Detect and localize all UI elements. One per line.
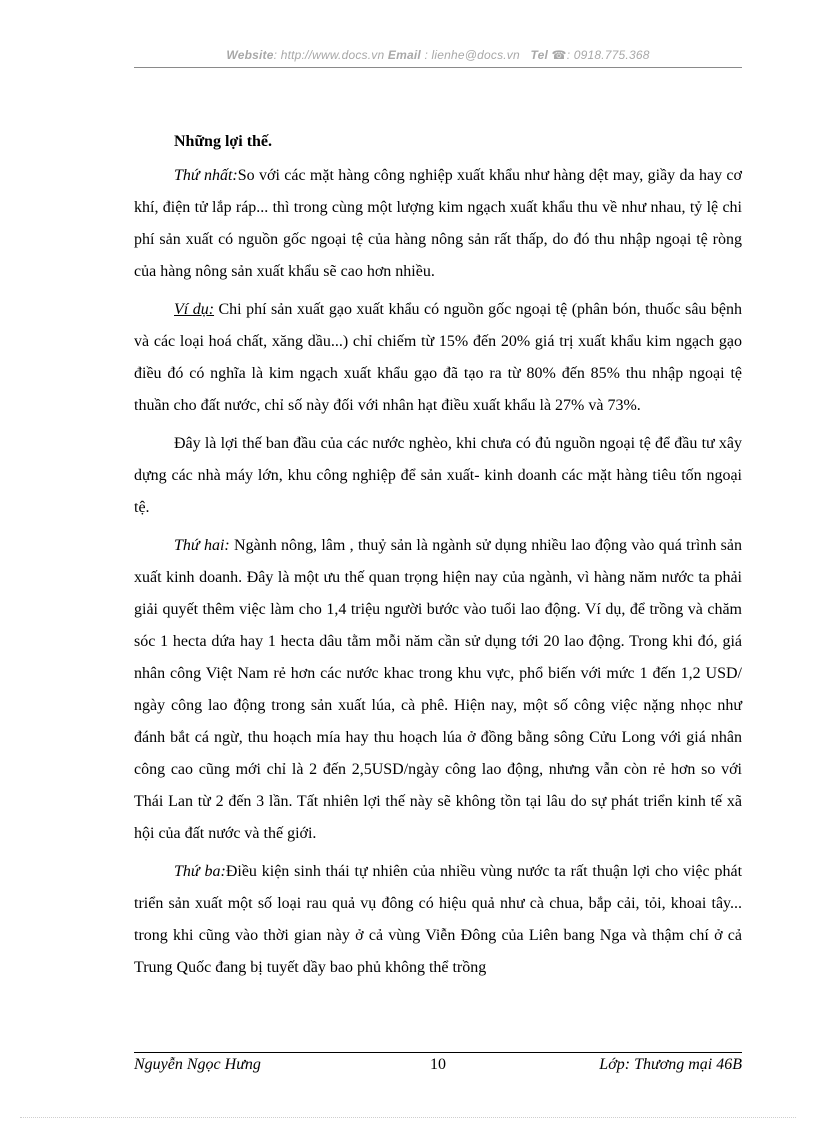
paragraph-text: Chi phí sản xuất gạo xuất khẩu có nguồn gốc ngoại tệ (phân bón, thuốc sâu bệnh và các loại hoá chất, xăng dầu...) chỉ chiếm từ 15% đến 20% giá trị xuất khẩu kim ngạch gạo điều đó có nghĩa là kim ngạch xuất khẩu gạo đã tạo ra từ 80% đến 85% thu nhập ngoại tệ thuần cho đất nước, chỉ số này đối với nhân hạt điều xuất khẩu là 27% và 73%. [134,301,743,414]
paragraph [134,856,742,984]
footer-class: Lớp: Thương mại 46B [599,1056,742,1073]
section-heading: Những lợi thế. [174,133,273,150]
website-url: : http://www.docs.vn [273,48,385,62]
page-number: 10 [430,1056,446,1073]
tel-number: : 0918.775.368 [566,48,650,62]
paragraph-lead: Ví dụ: [174,301,215,318]
paragraph-lead: Thứ ba: [174,863,226,880]
website-label: Website [226,48,274,62]
paragraph [134,160,742,288]
email-address: : lienhe@docs.vn [420,48,520,62]
paragraph-lead: Thứ nhất: [174,167,238,184]
footer-divider [134,1052,742,1053]
document-body [134,126,742,990]
paragraph-text: Đây là lợi thế ban đầu của các nước nghèo, khi chưa có đủ nguồn ngoại tệ để đầu tư xây dựng các nhà máy lớn, khu công nghiệp để sản xuất- kinh doanh các mặt hàng tiêu tốn ngoại tệ. [134,435,742,516]
tel-label: Tel [530,48,548,62]
page-footer [134,1056,742,1076]
paragraph-text: Điều kiện sinh thái tự nhiên của nhiều vùng nước ta rất thuận lợi cho việc phát triển sản xuất một số loại rau quả vụ đông có hiệu quả như cà chua, bắp cải, tỏi, khoai tây... trong khi cũng vào thời gian này ở cả vùng Viễn Đông của Liên bang Nga và thậm chí ở cả Trung Quốc đang bị tuyết dầy bao phủ không thể trồng [134,863,743,976]
paragraph [134,530,742,850]
paragraph [134,428,742,524]
paragraph-text: Ngành nông, lâm , thuỷ sản là ngành sử dụng nhiều lao động vào quá trình sản xuất kinh doanh. Đây là một ưu thế quan trọng hiện nay của ngành, vì hàng năm nước ta phải giải quyết thêm việc làm cho 1,4 triệu người bước vào tuổi lao động. Ví dụ, để trồng và chăm sóc 1 hecta dứa hay 1 hecta dâu tằm mỗi năm cần sử dụng tới 20 lao động. Trong khi đó, giá nhân công Việt Nam rẻ hơn các nước khac trong khu vực, phổ biến với mức 1 đến 1,2 USD/ ngày công lao động trong sản xuất lúa, cà phê. Hiện nay, một số công việc nặng nhọc như đánh bắt cá ngừ, thu hoạch mía hay thu hoạch lúa ở đồng bằng sông Cửu Long với giá nhân công cao cũng mới chỉ là 2 đến 2,5USD/ngày công lao động, nhưng vẫn còn rẻ hơn so với Thái Lan từ 2 đến 3 lần. Tất nhiên lợi thế này sẽ không tồn tại lâu do sự phát triển kinh tế xã hội của đất nước và thế giới. [134,537,743,842]
paragraph-text: So với các mặt hàng công nghiệp xuất khẩu như hàng dệt may, giầy da hay cơ khí, điện tử lắp ráp... thì trong cùng một lượng kim ngạch xuất khẩu thu về như nhau, tỷ lệ chi phí sản xuất có nguồn gốc ngoại tệ của hàng nông sản rất thấp, do đó thu nhập ngoại tệ ròng của hàng nông sản xuất khẩu sẽ cao hơn nhiều. [134,167,742,280]
footer-author: Nguyễn Ngọc Hưng [134,1056,261,1073]
paragraph-lead: Thứ hai: [174,537,230,554]
email-label: Email [387,48,421,62]
header-divider [134,67,742,68]
page-edge-divider [20,1117,796,1118]
page-header [134,48,742,62]
telephone-icon: ☎ [551,48,567,62]
paragraph [134,294,742,422]
